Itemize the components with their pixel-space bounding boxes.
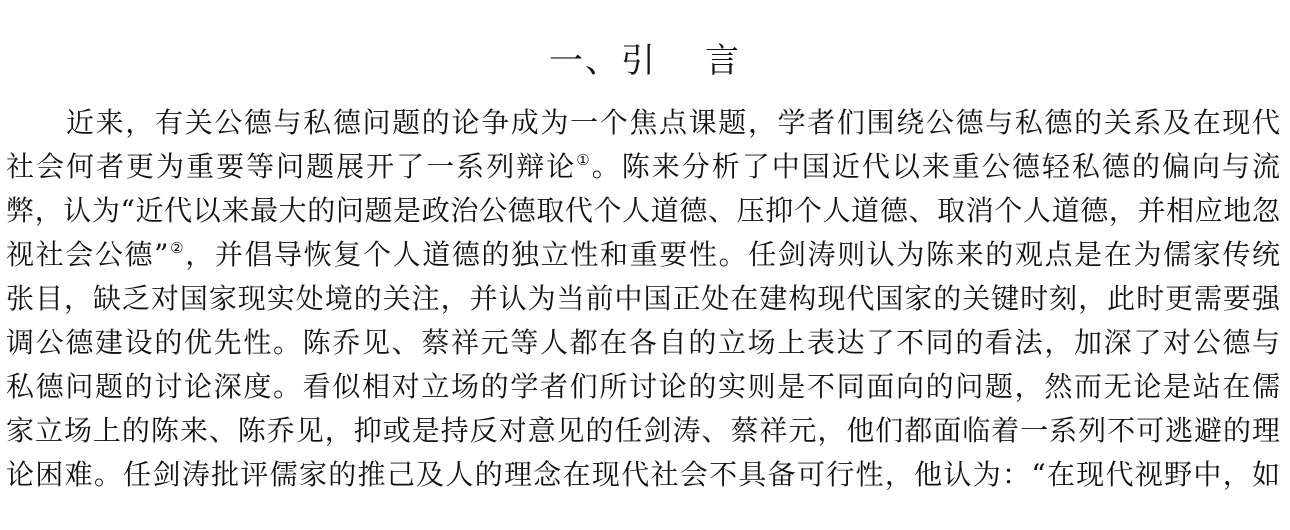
- text-line: 张目，缺乏对国家现实处境的关注，并认为当前中国正处在建构现代国家的关键时刻，此时更需要强: [6, 282, 1280, 315]
- text-line: 近来，有关公德与私德问题的论争成为一个焦点课题，学者们围绕公德与私德的关系及在现代: [66, 106, 1280, 139]
- section-heading: [0, 36, 1290, 86]
- text-segment: ，并倡导恢复个人道德的独立性和重要性。任剑涛则认为陈来的观点是在为儒家传统: [185, 238, 1280, 271]
- text-segment: 社会何者更为重要等问题展开了一系列辩论: [6, 150, 577, 183]
- footnote-marker-1[interactable]: ①: [576, 151, 592, 169]
- section-title: 言: [705, 41, 741, 81]
- section-number: 一、引: [549, 41, 657, 81]
- text-line: 家立场上的陈来、陈乔见，抑或是持反对意见的任剑涛、蔡祥元，他们都面临着一系列不可逃避的理: [6, 414, 1280, 447]
- text-line: [6, 233, 1280, 277]
- footnote-marker-2[interactable]: ②: [168, 239, 186, 257]
- text-line: 私德问题的讨论深度。看似相对立场的学者们所讨论的实则是不同面向的问题，然而无论是站在儒: [6, 370, 1280, 403]
- text-segment: 视社会公德”: [6, 238, 169, 271]
- text-line: 论困难。任剑涛批评儒家的推己及人的理念在现代社会不具备可行性，他认为：“在现代视野中，如: [6, 458, 1280, 491]
- text-line: [6, 145, 1280, 189]
- text-segment: 。陈来分析了中国近代以来重公德轻私德的偏向与流: [591, 150, 1280, 183]
- text-line: 弊，认为“近代以来最大的问题是政治公德取代个人道德、压抑个人道德、取消个人道德，并相应地忽: [6, 194, 1280, 227]
- text-line: 调公德建设的优先性。陈乔见、蔡祥元等人都在各自的立场上表达了不同的看法，加深了对公德与: [6, 326, 1280, 359]
